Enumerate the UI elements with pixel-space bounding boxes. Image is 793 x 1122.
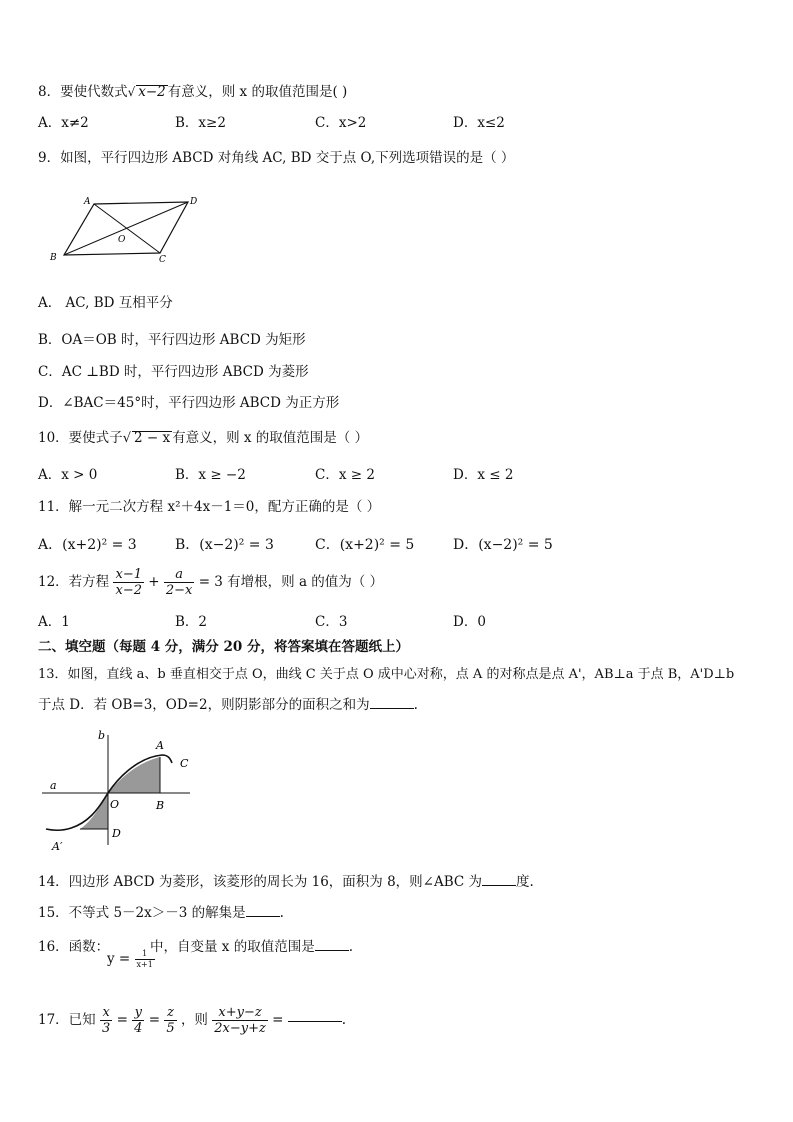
q8-stem-pre: 8．要使代数式: [38, 84, 128, 100]
q14-stem-pre: 14．四边形 ABCD 为菱形，该菱形的周长为 16，面积为 8，则∠ABC 为: [38, 874, 483, 890]
q8-stem-post: 有意义，则 x 的取值范围是( ): [167, 84, 348, 100]
q17-fraction-y: [132, 1006, 144, 1035]
q17-fraction-z: [164, 1006, 176, 1035]
q13-shaded-right: [108, 757, 160, 793]
q13-label-a-line: a: [50, 779, 57, 792]
section-2-heading: 二、填空题（每题 4 分，满分 20 分，将答案填在答题纸上）: [38, 639, 409, 655]
q16-den: x+1: [136, 960, 153, 969]
q8-radicand: x−2: [138, 84, 166, 100]
q13-figure: [40, 725, 200, 855]
q9-stem: 9．如图，平行四边形 ABCD 对角线 AC, BD 交于点 O,下列选项错误的是（ ）: [38, 150, 515, 166]
q14-stem: [38, 876, 534, 890]
q12-option-a: A．1: [38, 614, 70, 630]
q8-option-a: A．x≠2: [38, 115, 89, 131]
q12-f2-den: 2−x: [165, 583, 193, 598]
q13-line-2: [38, 699, 418, 713]
q12-option-c: C．3: [315, 614, 348, 630]
q10-option-d: D．x ≤ 2: [453, 467, 514, 483]
q17-f3-num: z: [164, 1006, 176, 1021]
q15-answer-blank: [246, 915, 280, 917]
q9-diagonal-bd: [64, 202, 188, 255]
q15-stem-pre: 15．不等式 5－2x＞－3 的解集是: [38, 905, 246, 921]
q11-option-c: C．(x+2)² = 5: [315, 537, 415, 553]
q10-radicand: 2 − x: [133, 430, 171, 446]
q11-option-d: D．(x−2)² = 5: [453, 537, 553, 553]
q9-option-a: A． AC, BD 互相平分: [38, 295, 173, 311]
q12-option-d: D．0: [453, 614, 486, 630]
q8-stem: 8．要使代数式√ x−2 有意义，则 x 的取值范围是( ): [38, 84, 348, 100]
q9-label-a: A: [84, 197, 91, 207]
q8-option-c: C．x>2: [315, 115, 367, 131]
q16-answer-blank: [315, 949, 349, 951]
q13-label-a-prime: A′: [52, 840, 63, 853]
q11-stem: 11．解一元二次方程 x²＋4x－1＝0，配方正确的是（ ）: [38, 499, 381, 515]
q8-option-b: B．x≥2: [175, 115, 226, 131]
q17-f1-den: 3: [101, 1021, 111, 1036]
q17-answer-blank: [288, 1020, 342, 1022]
q10-stem-post: 有意义，则 x 的取值范围是（ ）: [172, 430, 369, 446]
q12-fraction-2: [164, 568, 195, 597]
q16-stem-post: [150, 941, 353, 955]
q9-label-d: D: [190, 197, 198, 207]
q9-option-d: D．∠BAC＝45°时，平行四边形 ABCD 为正方形: [38, 395, 340, 411]
q10-option-b: B．x ≥ −2: [175, 467, 246, 483]
q13-answer-blank: [370, 707, 414, 709]
q16-stem-post-text: 中，自变量 x 的取值范围是: [150, 939, 315, 955]
q9-label-b: B: [50, 253, 57, 263]
q9-label-c: C: [159, 255, 166, 265]
q17-stem-pre: 17．已知: [38, 1011, 96, 1028]
q12-stem: 12．若方程 $\frac{x-1}{x-2}$ + $\frac{a}{2-x}$ = 3 有增根，则 a 的值为（ ）: [38, 567, 384, 598]
q17-stem-mid: ，则: [180, 1011, 208, 1028]
q11-option-a: A．(x+2)² = 3: [38, 537, 137, 553]
q12-f1-num: x−1: [115, 567, 142, 582]
q14-stem-post: 度.: [516, 874, 534, 890]
q16-stem-pre: 16．函数：: [38, 939, 110, 955]
q13-label-b-point: B: [156, 799, 165, 812]
q16-stem-end: .: [348, 939, 353, 955]
q11-option-b: B．(x−2)² = 3: [175, 537, 274, 553]
q13-line-2-post: .: [413, 697, 418, 713]
q10-stem-pre: 10．要使式子: [38, 430, 123, 446]
q10-option-c: C．x ≥ 2: [315, 467, 375, 483]
q10-option-a: A．x > 0: [38, 467, 98, 483]
q16-num: 1: [135, 950, 155, 960]
q9-option-c: C．AC ⊥BD 时，平行四边形 ABCD 为菱形: [38, 364, 309, 380]
q15-stem-post: .: [279, 905, 284, 921]
q12-f1-den: x−2: [115, 583, 142, 598]
q9-label-o: O: [118, 235, 126, 245]
q17-f2-num: y: [132, 1006, 144, 1021]
q17-fraction-x: [100, 1006, 112, 1035]
q17-f1-num: x: [100, 1006, 112, 1021]
q14-answer-blank: [482, 884, 516, 886]
q15-stem: [38, 907, 284, 921]
q12-option-b: B．2: [175, 614, 208, 630]
q13-label-c: C: [180, 757, 189, 770]
q17-fraction-expr: [212, 1006, 268, 1035]
q13-line-2-pre: 于点 D．若 OB=3，OD=2，则阴影部分的面积之和为: [38, 697, 370, 713]
q13-line-1: 13．如图，直线 a、b 垂直相交于点 O，曲线 C 关于点 O 成中心对称，点 A 的对称点是点 A'，AB⊥a 于点 B，A'D⊥b: [38, 667, 735, 682]
q13-label-o: O: [110, 798, 120, 811]
q17-f3-den: 5: [166, 1021, 175, 1036]
q17-stem: 17．已知 $\frac{x}{3}$ = $\frac{y}{4}$ = $\frac{z}{5}$ ，则 $\frac{x+y-z}{2x-y+z}$ = .: [38, 1005, 347, 1036]
q12-f2-num: a: [164, 568, 195, 583]
q8-option-d: D．x≤2: [453, 115, 505, 131]
q16-y: y =: [107, 950, 131, 967]
q17-f2-den: 4: [134, 1021, 143, 1036]
q10-stem: 10．要使式子√ 2 − x 有意义，则 x 的取值范围是（ ）: [38, 430, 369, 446]
q9-parallelogram-figure: [40, 190, 220, 265]
q12-fraction-1: [113, 568, 144, 597]
q9-option-b: B．OA＝OB 时，平行四边形 ABCD 为矩形: [38, 332, 306, 348]
q17-stem-end: =: [272, 1011, 284, 1028]
q13-label-d: D: [112, 827, 121, 840]
q13-label-a-point: A: [156, 739, 164, 752]
q13-label-b-line: b: [98, 729, 106, 742]
q12-stem-pre: 12．若方程: [38, 573, 110, 590]
q17-f4-num: x+y−z: [212, 1006, 268, 1021]
q12-stem-post: = 3 有增根，则 a 的值为（ ）: [198, 573, 384, 590]
q16-function: [107, 950, 155, 969]
q17-f4-den: 2x−y+z: [214, 1021, 266, 1036]
